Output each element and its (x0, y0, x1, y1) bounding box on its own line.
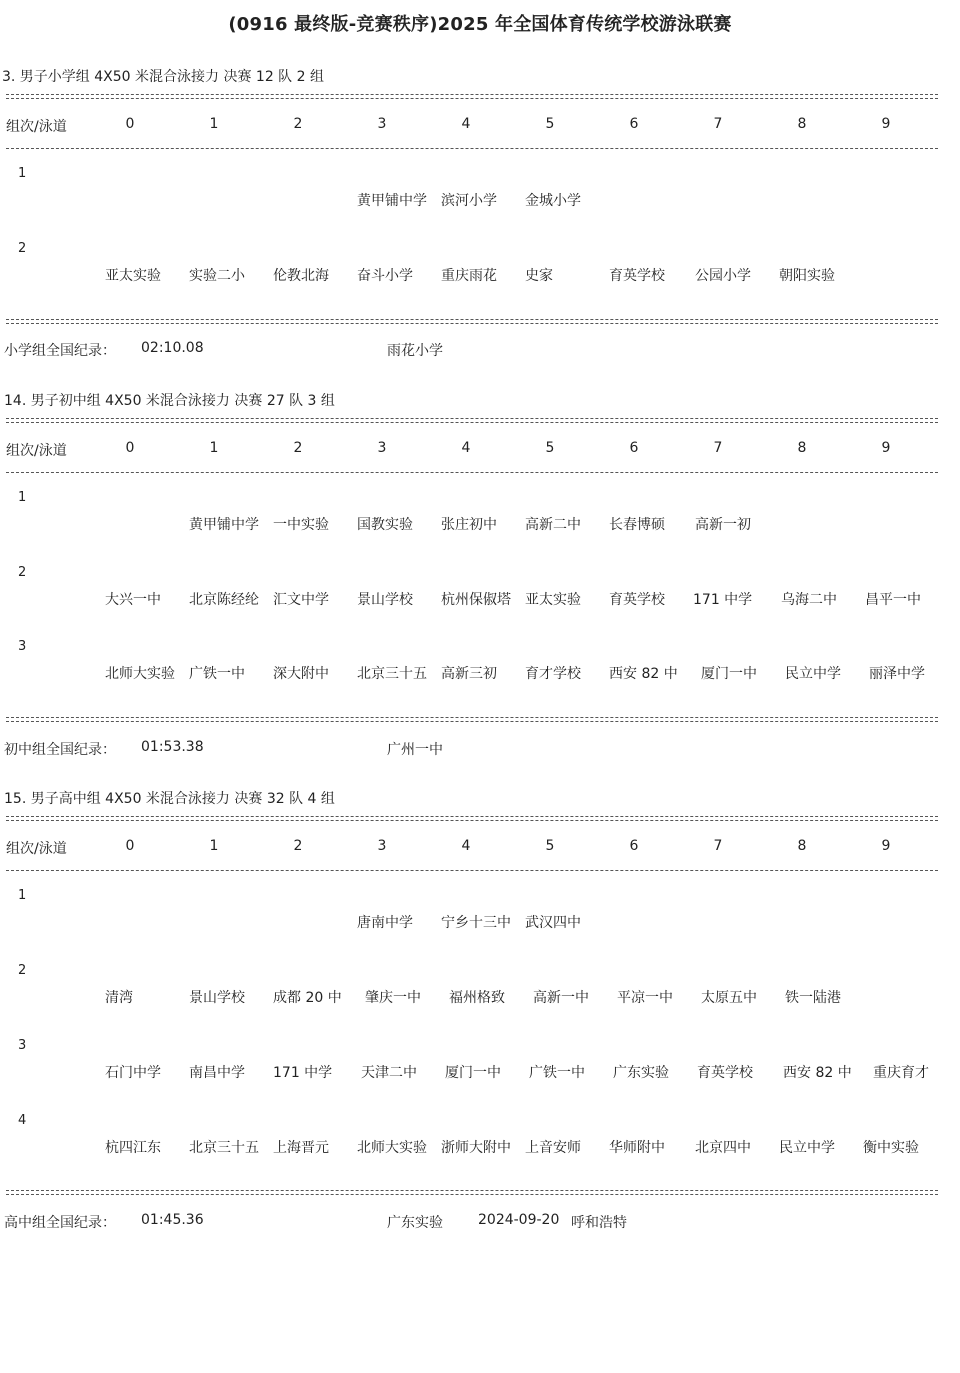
team-name: 广铁一中 (529, 1065, 585, 1081)
lane-number: 8 (797, 116, 807, 132)
team-name: 史家 (525, 268, 553, 284)
team-name: 石门中学 (105, 1065, 161, 1081)
team-name: 宁乡十三中 (441, 915, 511, 931)
group-number: 1 (18, 490, 27, 505)
record-label: 小学组全国纪录： (4, 343, 116, 359)
team-name: 朝阳实验 (779, 268, 835, 284)
lane-number: 6 (629, 440, 639, 456)
group-number: 2 (18, 565, 27, 580)
record-time: 01:45.36 (141, 1212, 204, 1228)
lane-number: 7 (713, 440, 723, 456)
group-number: 4 (18, 1113, 27, 1128)
team-name: 奋斗小学 (357, 268, 413, 284)
lane-number: 0 (125, 838, 135, 854)
team-name: 上音安师 (525, 1140, 581, 1156)
team-name: 昌平一中 (865, 592, 921, 608)
page-title: (0916 最终版-竞赛秩序)2025 年全国体育传统学校游泳联赛 (228, 14, 732, 35)
lane-number: 2 (293, 838, 303, 854)
team-name: 黄甲铺中学 (357, 193, 427, 209)
team-name: 平凉一中 (617, 990, 673, 1006)
team-name: 太原五中 (701, 990, 757, 1006)
lane-number: 5 (545, 440, 555, 456)
team-name: 实验二小 (189, 268, 245, 284)
team-name: 高新一初 (695, 517, 751, 533)
lane-header-label: 组次/泳道 (6, 443, 67, 459)
lane-number: 4 (461, 440, 471, 456)
lane-number: 1 (209, 838, 219, 854)
team-name: 深大附中 (273, 666, 329, 682)
team-name: 北京三十五 (189, 1140, 259, 1156)
team-name: 广东实验 (613, 1065, 669, 1081)
team-name: 滨河小学 (441, 193, 497, 209)
team-name: 一中实验 (273, 517, 329, 533)
team-name: 上海晋元 (273, 1140, 329, 1156)
record-label: 初中组全国纪录： (4, 742, 116, 758)
group-number: 1 (18, 166, 27, 181)
team-name: 北京陈经纶 (189, 592, 259, 608)
lane-number: 6 (629, 116, 639, 132)
team-name: 171 中学 (693, 592, 753, 608)
team-name: 衡中实验 (863, 1140, 919, 1156)
team-name: 厦门一中 (701, 666, 757, 682)
team-name: 西安 82 中 (609, 666, 678, 682)
team-name: 亚太实验 (105, 268, 161, 284)
team-name: 高新一中 (533, 990, 589, 1006)
lane-number: 9 (881, 116, 891, 132)
event-heading: 14. 男子初中组 4X50 米混合泳接力 决赛 27 队 3 组 (4, 393, 335, 409)
lane-number: 9 (881, 440, 891, 456)
double-divider (6, 717, 938, 722)
event-heading: 15. 男子高中组 4X50 米混合泳接力 决赛 32 队 4 组 (4, 791, 335, 807)
team-name: 张庄初中 (441, 517, 497, 533)
record-holder: 雨花小学 (387, 343, 443, 359)
team-name: 亚太实验 (525, 592, 581, 608)
team-name: 育英学校 (609, 268, 665, 284)
team-name: 杭四江东 (105, 1140, 161, 1156)
record-place: 呼和浩特 (571, 1215, 627, 1231)
lane-number: 7 (713, 116, 723, 132)
lane-number: 6 (629, 838, 639, 854)
lane-number: 8 (797, 838, 807, 854)
team-name: 乌海二中 (781, 592, 837, 608)
lane-number: 2 (293, 440, 303, 456)
team-name: 171 中学 (273, 1065, 333, 1081)
single-divider (6, 148, 938, 149)
lane-number: 5 (545, 116, 555, 132)
team-name: 民立中学 (779, 1140, 835, 1156)
team-name: 广铁一中 (189, 666, 245, 682)
group-number: 3 (18, 1038, 27, 1053)
team-name: 北京四中 (695, 1140, 751, 1156)
double-divider (6, 1190, 938, 1195)
lane-header-label: 组次/泳道 (6, 841, 67, 857)
record-date: 2024-09-20 (478, 1212, 560, 1228)
lane-number: 3 (377, 440, 387, 456)
team-name: 天津二中 (361, 1065, 417, 1081)
team-name: 育英学校 (697, 1065, 753, 1081)
team-name: 长春博硕 (609, 517, 665, 533)
lane-number: 4 (461, 838, 471, 854)
team-name: 浙师大附中 (441, 1140, 511, 1156)
team-name: 金城小学 (525, 193, 581, 209)
record-holder: 广州一中 (387, 742, 443, 758)
team-name: 北师大实验 (357, 1140, 427, 1156)
record-time: 01:53.38 (141, 739, 204, 755)
double-divider (6, 319, 938, 324)
lane-number: 9 (881, 838, 891, 854)
team-name: 厦门一中 (445, 1065, 501, 1081)
lane-number: 2 (293, 116, 303, 132)
team-name: 景山学校 (357, 592, 413, 608)
team-name: 重庆育才 (873, 1065, 929, 1081)
team-name: 黄甲铺中学 (189, 517, 259, 533)
event-heading: 3. 男子小学组 4X50 米混合泳接力 决赛 12 队 2 组 (2, 69, 324, 85)
team-name: 高新三初 (441, 666, 497, 682)
team-name: 重庆雨花 (441, 268, 497, 284)
team-name: 汇文中学 (273, 592, 329, 608)
team-name: 伦教北海 (273, 268, 329, 284)
team-name: 唐南中学 (357, 915, 413, 931)
group-number: 1 (18, 888, 27, 903)
single-divider (6, 870, 938, 871)
team-name: 民立中学 (785, 666, 841, 682)
lane-header-label: 组次/泳道 (6, 119, 67, 135)
team-name: 景山学校 (189, 990, 245, 1006)
team-name: 北京三十五 (357, 666, 427, 682)
lane-number: 5 (545, 838, 555, 854)
team-name: 北师大实验 (105, 666, 175, 682)
team-name: 南昌中学 (189, 1065, 245, 1081)
lane-number: 4 (461, 116, 471, 132)
team-name: 公园小学 (695, 268, 751, 284)
lane-number: 8 (797, 440, 807, 456)
lane-number: 0 (125, 440, 135, 456)
single-divider (6, 472, 938, 473)
team-name: 武汉四中 (525, 915, 581, 931)
team-name: 高新二中 (525, 517, 581, 533)
lane-number: 3 (377, 838, 387, 854)
lane-number: 3 (377, 116, 387, 132)
team-name: 华师附中 (609, 1140, 665, 1156)
team-name: 杭州保俶塔 (441, 592, 511, 608)
group-number: 2 (18, 963, 27, 978)
team-name: 成都 20 中 (273, 990, 342, 1006)
team-name: 肇庆一中 (365, 990, 421, 1006)
record-holder: 广东实验 (387, 1215, 443, 1231)
team-name: 国教实验 (357, 517, 413, 533)
team-name: 福州格致 (449, 990, 505, 1006)
team-name: 育才学校 (525, 666, 581, 682)
double-divider (6, 418, 938, 423)
group-number: 2 (18, 241, 27, 256)
team-name: 铁一陆港 (785, 990, 841, 1006)
group-number: 3 (18, 639, 27, 654)
double-divider (6, 94, 938, 99)
team-name: 大兴一中 (105, 592, 161, 608)
team-name: 西安 82 中 (783, 1065, 852, 1081)
team-name: 丽泽中学 (869, 666, 925, 682)
lane-number: 0 (125, 116, 135, 132)
lane-number: 7 (713, 838, 723, 854)
record-time: 02:10.08 (141, 340, 204, 356)
team-name: 育英学校 (609, 592, 665, 608)
record-label: 高中组全国纪录： (4, 1215, 116, 1231)
team-name: 清湾 (105, 990, 133, 1006)
lane-number: 1 (209, 116, 219, 132)
double-divider (6, 816, 938, 821)
lane-number: 1 (209, 440, 219, 456)
